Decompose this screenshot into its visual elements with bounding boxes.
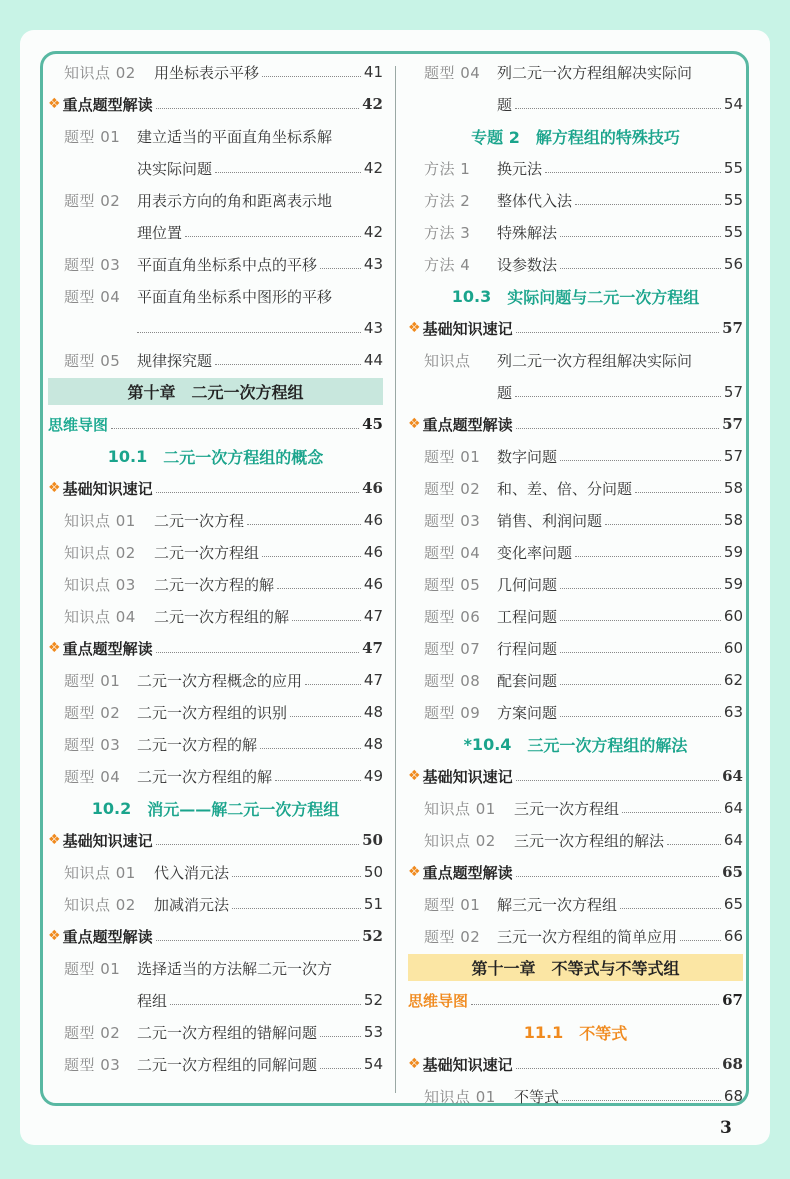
entry-title: 变化率问题 (497, 543, 573, 562)
toc-entry[interactable] (408, 632, 743, 664)
page-ref: 54 (363, 1055, 383, 1073)
toc-entry[interactable] (48, 536, 383, 568)
entry-label: 题型 09 (424, 703, 481, 722)
dot-leader (305, 684, 361, 685)
dot-leader (320, 268, 361, 269)
toc-entry[interactable] (408, 824, 743, 856)
page-ref: 50 (362, 831, 383, 849)
section-number: 10.3 (451, 286, 492, 306)
toc-subheading[interactable] (408, 760, 743, 792)
entry-title: 方案问题 (497, 703, 558, 722)
dot-leader (545, 172, 721, 173)
chapter-banner[interactable] (48, 378, 383, 405)
entry-label: 题型 01 (64, 959, 121, 978)
entry-title: 设参数法 (497, 255, 558, 274)
section-title: 二元一次方程组的概念 (163, 447, 324, 467)
page-ref: 63 (723, 703, 743, 721)
diamond-icon: ❖ (408, 320, 421, 336)
toc-entry[interactable] (408, 184, 743, 216)
dot-leader (560, 588, 721, 589)
chapter-banner[interactable] (408, 954, 743, 981)
page-ref: 48 (363, 703, 383, 721)
toc-entry[interactable] (408, 504, 743, 536)
entry-title: 二元一次方程概念的应用 (137, 671, 303, 690)
entry-label: 题型 03 (64, 255, 121, 274)
entry-title: 用表示方向的角和距离表示地 (137, 191, 333, 210)
subheading-title: 基础知识速记 (62, 831, 153, 850)
entry-label: 题型 03 (424, 511, 481, 530)
page-ref: 51 (363, 895, 383, 913)
toc-entry[interactable] (408, 216, 743, 248)
toc-entry[interactable] (48, 344, 383, 376)
dot-leader (156, 940, 360, 941)
toc-entry[interactable] (408, 56, 743, 88)
entry-title: 三元一次方程组的解法 (514, 831, 665, 850)
section-title: 不等式 (579, 1023, 628, 1043)
dot-leader (156, 108, 360, 109)
toc-subheading[interactable] (48, 920, 383, 952)
entry-title: 和、差、倍、分问题 (497, 479, 633, 498)
toc-entry[interactable] (408, 920, 743, 952)
dot-leader (560, 684, 721, 685)
mind-map-title: 思维导图 (48, 415, 109, 434)
page-ref: 56 (723, 255, 743, 273)
entry-title: 规律探究题 (137, 351, 213, 370)
entry-title: 换元法 (497, 159, 543, 178)
dot-leader (185, 236, 361, 237)
toc-entry[interactable] (48, 696, 383, 728)
page-ref: 46 (363, 511, 383, 529)
dot-leader (232, 908, 361, 909)
entry-title: 二元一次方程组的识别 (137, 703, 288, 722)
entry-title: 二元一次方程 (154, 511, 245, 530)
dot-leader (562, 1100, 721, 1101)
entry-label: 题型 01 (64, 671, 121, 690)
page-ref: 46 (363, 543, 383, 561)
entry-title: 三元一次方程组 (514, 799, 620, 818)
toc-entry[interactable] (408, 440, 743, 472)
toc-entry-continued[interactable] (48, 152, 383, 184)
toc-entry[interactable] (48, 248, 383, 280)
page-ref: 48 (363, 735, 383, 753)
page-ref: 65 (722, 863, 743, 881)
diamond-icon: ❖ (48, 832, 61, 848)
toc-entry[interactable] (48, 856, 383, 888)
entry-title: 用坐标表示平移 (154, 63, 260, 82)
subheading-title: 基础知识速记 (422, 767, 513, 786)
toc-entry-continued[interactable] (408, 88, 743, 120)
section-number: 专题 2 (471, 127, 520, 147)
toc-entry[interactable] (408, 472, 743, 504)
section-title: 三元一次方程组的解法 (527, 735, 688, 755)
toc-entry[interactable] (48, 568, 383, 600)
entry-title: 二元一次方程组的错解问题 (137, 1023, 318, 1042)
entry-label: 知识点 03 (64, 575, 136, 594)
dot-leader (575, 556, 721, 557)
dot-leader (680, 940, 721, 941)
subheading-title: 重点题型解读 (62, 639, 153, 658)
section-heading[interactable] (408, 280, 743, 312)
dot-leader (156, 492, 360, 493)
mind-map-title: 思维导图 (408, 991, 469, 1010)
toc-entry[interactable] (48, 760, 383, 792)
dot-leader (111, 428, 359, 429)
toc-entry[interactable] (408, 344, 743, 376)
diamond-icon: ❖ (48, 480, 61, 496)
page-ref: 55 (723, 159, 743, 177)
dot-leader (560, 716, 721, 717)
subheading-title: 重点题型解读 (422, 415, 513, 434)
dot-leader (635, 492, 721, 493)
page-ref: 57 (723, 447, 743, 465)
page-ref: 64 (723, 799, 743, 817)
dot-leader (605, 524, 721, 525)
chapter-number: 第十章 (127, 383, 176, 402)
toc-subheading[interactable] (408, 856, 743, 888)
page-ref: 53 (363, 1023, 383, 1041)
page-ref: 43 (363, 319, 383, 337)
entry-title: 列二元一次方程组解决实际问 (497, 63, 693, 82)
page-ref: 59 (723, 543, 743, 561)
toc-entry-continued[interactable] (48, 984, 383, 1016)
entry-title: 数字问题 (497, 447, 558, 466)
entry-title: 程组 (137, 991, 168, 1010)
toc-entry[interactable] (408, 664, 743, 696)
entry-label: 方法 3 (424, 223, 471, 242)
dot-leader (516, 876, 720, 877)
toc-subheading[interactable] (48, 824, 383, 856)
entry-label: 题型 05 (424, 575, 481, 594)
toc-entry[interactable] (48, 664, 383, 696)
entry-label: 题型 02 (424, 927, 481, 946)
entry-title: 几何问题 (497, 575, 558, 594)
page-ref: 42 (363, 159, 383, 177)
page-ref: 47 (363, 671, 383, 689)
entry-label: 题型 08 (424, 671, 481, 690)
page-ref: 57 (722, 319, 743, 337)
entry-label: 题型 01 (64, 127, 121, 146)
diamond-icon: ❖ (48, 96, 61, 112)
entry-label: 知识点 02 (64, 63, 136, 82)
section-heading[interactable] (48, 440, 383, 472)
entry-label: 题型 03 (64, 735, 121, 754)
toc-entry[interactable] (48, 504, 383, 536)
toc-entry[interactable] (48, 184, 383, 216)
entry-label: 题型 01 (424, 447, 481, 466)
entry-title: 配套问题 (497, 671, 558, 690)
page-ref: 50 (363, 863, 383, 881)
entry-label: 题型 02 (424, 479, 481, 498)
toc-entry[interactable] (408, 696, 743, 728)
dot-leader (620, 908, 721, 909)
column-divider (395, 66, 396, 1093)
toc-entry[interactable] (408, 1080, 743, 1112)
toc-entry[interactable] (408, 888, 743, 920)
section-heading[interactable] (408, 728, 743, 760)
entry-title: 平面直角坐标系中图形的平移 (137, 287, 333, 306)
dot-leader (515, 396, 721, 397)
entry-title: 选择适当的方法解二元一次方 (137, 959, 333, 978)
page-ref: 55 (723, 191, 743, 209)
subheading-title: 重点题型解读 (62, 927, 153, 946)
section-title: 解方程组的特殊技巧 (535, 127, 680, 147)
toc-entry[interactable] (408, 536, 743, 568)
toc-subheading[interactable] (408, 408, 743, 440)
entry-label: 知识点 02 (64, 543, 136, 562)
toc-entry[interactable] (408, 600, 743, 632)
toc-subheading[interactable] (48, 88, 383, 120)
dot-leader (262, 556, 361, 557)
dot-leader (575, 204, 721, 205)
entry-label: 知识点 (424, 351, 471, 370)
dot-leader (320, 1036, 361, 1037)
toc-entry[interactable] (48, 280, 383, 312)
entry-title: 不等式 (514, 1087, 560, 1106)
toc-entry[interactable] (48, 888, 383, 920)
entry-title: 解三元一次方程组 (497, 895, 618, 914)
entry-label: 知识点 02 (64, 895, 136, 914)
dot-leader (560, 620, 721, 621)
page-ref: 59 (723, 575, 743, 593)
dot-leader (290, 716, 361, 717)
dot-leader (260, 748, 361, 749)
dot-leader (232, 876, 361, 877)
dot-leader (560, 460, 721, 461)
subheading-title: 基础知识速记 (422, 1055, 513, 1074)
dot-leader (156, 652, 360, 653)
entry-title: 加减消元法 (154, 895, 230, 914)
toc-subheading[interactable] (48, 472, 383, 504)
subheading-title: 基础知识速记 (422, 319, 513, 338)
section-heading[interactable] (408, 120, 743, 152)
page-ref: 60 (723, 607, 743, 625)
page-ref: 58 (723, 479, 743, 497)
entry-label: 题型 02 (64, 703, 121, 722)
page-ref: 55 (723, 223, 743, 241)
dot-leader (137, 332, 361, 333)
entry-title: 决实际问题 (137, 159, 213, 178)
dot-leader (292, 620, 361, 621)
section-title: 实际问题与二元一次方程组 (507, 287, 700, 307)
toc-entry[interactable] (408, 792, 743, 824)
toc-entry[interactable] (48, 1048, 383, 1080)
toc-entry[interactable] (48, 728, 383, 760)
toc-entry[interactable] (48, 1016, 383, 1048)
dot-leader (622, 812, 721, 813)
entry-label: 知识点 01 (424, 1087, 496, 1106)
mind-map-entry[interactable] (48, 408, 383, 440)
page-ref: 42 (363, 223, 383, 241)
entry-title: 行程问题 (497, 639, 558, 658)
entry-title: 二元一次方程的解 (154, 575, 275, 594)
page-ref: 67 (722, 991, 743, 1009)
entry-label: 题型 04 (64, 767, 121, 786)
dot-leader (516, 332, 720, 333)
diamond-icon: ❖ (408, 416, 421, 432)
chapter-title: 不等式与不等式组 (551, 959, 680, 978)
toc-entry[interactable] (48, 120, 383, 152)
entry-label: 题型 02 (64, 191, 121, 210)
entry-title: 工程问题 (497, 607, 558, 626)
toc-subheading[interactable] (408, 312, 743, 344)
dot-leader (515, 108, 721, 109)
dot-leader (516, 780, 720, 781)
page-number: 3 (720, 1118, 732, 1138)
dot-leader (560, 236, 721, 237)
entry-label: 知识点 01 (64, 511, 136, 530)
entry-label: 题型 07 (424, 639, 481, 658)
section-number: *10.4 (463, 734, 512, 754)
entry-label: 方法 4 (424, 255, 471, 274)
toc-entry[interactable] (48, 952, 383, 984)
page-ref: 47 (363, 607, 383, 625)
page-ref: 49 (363, 767, 383, 785)
page-ref: 43 (363, 255, 383, 273)
page-ref: 68 (722, 1055, 743, 1073)
subheading-title: 重点题型解读 (422, 863, 513, 882)
entry-title: 销售、利润问题 (497, 511, 603, 530)
diamond-icon: ❖ (408, 864, 421, 880)
page-ref: 60 (723, 639, 743, 657)
entry-title: 特殊解法 (497, 223, 558, 242)
entry-title: 平面直角坐标系中点的平移 (137, 255, 318, 274)
page-ref: 68 (723, 1087, 743, 1105)
page-ref: 44 (363, 351, 383, 369)
chapter-title: 二元一次方程组 (191, 383, 304, 402)
diamond-icon: ❖ (48, 640, 61, 656)
dot-leader (156, 844, 360, 845)
subheading-title: 基础知识速记 (62, 479, 153, 498)
toc-subheading[interactable] (408, 1048, 743, 1080)
dot-leader (516, 428, 720, 429)
page-ref: 57 (723, 383, 743, 401)
diamond-icon: ❖ (48, 928, 61, 944)
entry-label: 知识点 02 (424, 831, 496, 850)
entry-title: 二元一次方程组的解 (137, 767, 273, 786)
toc-entry-continued[interactable] (48, 312, 383, 344)
subheading-title: 重点题型解读 (62, 95, 153, 114)
dot-leader (516, 1068, 720, 1069)
toc-left-column (48, 56, 383, 1080)
section-title: 消元——解二元一次方程组 (147, 799, 340, 819)
entry-label: 题型 02 (64, 1023, 121, 1042)
entry-title: 二元一次方程的解 (137, 735, 258, 754)
entry-title: 理位置 (137, 223, 183, 242)
dot-leader (247, 524, 361, 525)
toc-entry[interactable] (48, 600, 383, 632)
dot-leader (215, 172, 361, 173)
page-ref: 46 (363, 575, 383, 593)
page-ref: 66 (723, 927, 743, 945)
page-ref: 47 (362, 639, 383, 657)
entry-label: 知识点 01 (424, 799, 496, 818)
diamond-icon: ❖ (408, 768, 421, 784)
page-ref: 41 (363, 63, 383, 81)
page-ref: 62 (723, 671, 743, 689)
dot-leader (320, 1068, 361, 1069)
entry-title: 代入消元法 (154, 863, 230, 882)
entry-title: 二元一次方程组的解 (154, 607, 290, 626)
page-ref: 52 (363, 991, 383, 1009)
entry-title: 二元一次方程组的同解问题 (137, 1055, 318, 1074)
toc-entry[interactable] (408, 568, 743, 600)
dot-leader (560, 268, 721, 269)
chapter-number: 第十一章 (471, 959, 536, 978)
entry-label: 方法 1 (424, 159, 471, 178)
page-ref: 45 (362, 415, 383, 433)
toc-entry[interactable] (48, 56, 383, 88)
entry-title: 列二元一次方程组解决实际问 (497, 351, 693, 370)
toc-entry-continued[interactable] (48, 216, 383, 248)
entry-label: 题型 04 (424, 543, 481, 562)
page-ref: 65 (723, 895, 743, 913)
page-ref: 52 (362, 927, 383, 945)
mind-map-entry[interactable] (408, 984, 743, 1016)
entry-title: 三元一次方程组的简单应用 (497, 927, 678, 946)
dot-leader (471, 1004, 719, 1005)
dot-leader (262, 76, 361, 77)
entry-label: 方法 2 (424, 191, 471, 210)
entry-label: 题型 04 (64, 287, 121, 306)
page-ref: 42 (362, 95, 383, 113)
entry-label: 题型 03 (64, 1055, 121, 1074)
section-heading[interactable] (48, 792, 383, 824)
page-ref: 64 (722, 767, 743, 785)
entry-label: 题型 05 (64, 351, 121, 370)
section-number: 10.2 (91, 798, 132, 818)
dot-leader (667, 844, 721, 845)
entry-label: 题型 01 (424, 895, 481, 914)
page-ref: 64 (723, 831, 743, 849)
toc-entry[interactable] (408, 248, 743, 280)
diamond-icon: ❖ (408, 1056, 421, 1072)
entry-label: 题型 06 (424, 607, 481, 626)
entry-title: 二元一次方程组 (154, 543, 260, 562)
dot-leader (560, 652, 721, 653)
page-ref: 54 (723, 95, 743, 113)
toc-right-column (408, 56, 743, 1112)
page-ref: 58 (723, 511, 743, 529)
entry-label: 知识点 01 (64, 863, 136, 882)
dot-leader (215, 364, 361, 365)
entry-title: 整体代入法 (497, 191, 573, 210)
entry-title: 题 (497, 95, 513, 114)
toc-entry[interactable] (408, 152, 743, 184)
entry-label: 知识点 04 (64, 607, 136, 626)
dot-leader (170, 1004, 361, 1005)
dot-leader (275, 780, 361, 781)
page-ref: 57 (722, 415, 743, 433)
section-heading[interactable] (408, 1016, 743, 1048)
section-number: 10.1 (107, 446, 148, 466)
entry-label: 题型 04 (424, 63, 481, 82)
page-ref: 46 (362, 479, 383, 497)
section-number: 11.1 (523, 1022, 564, 1042)
toc-subheading[interactable] (48, 632, 383, 664)
entry-title: 建立适当的平面直角坐标系解 (137, 127, 333, 146)
entry-title: 题 (497, 383, 513, 402)
dot-leader (277, 588, 361, 589)
toc-entry-continued[interactable] (408, 376, 743, 408)
